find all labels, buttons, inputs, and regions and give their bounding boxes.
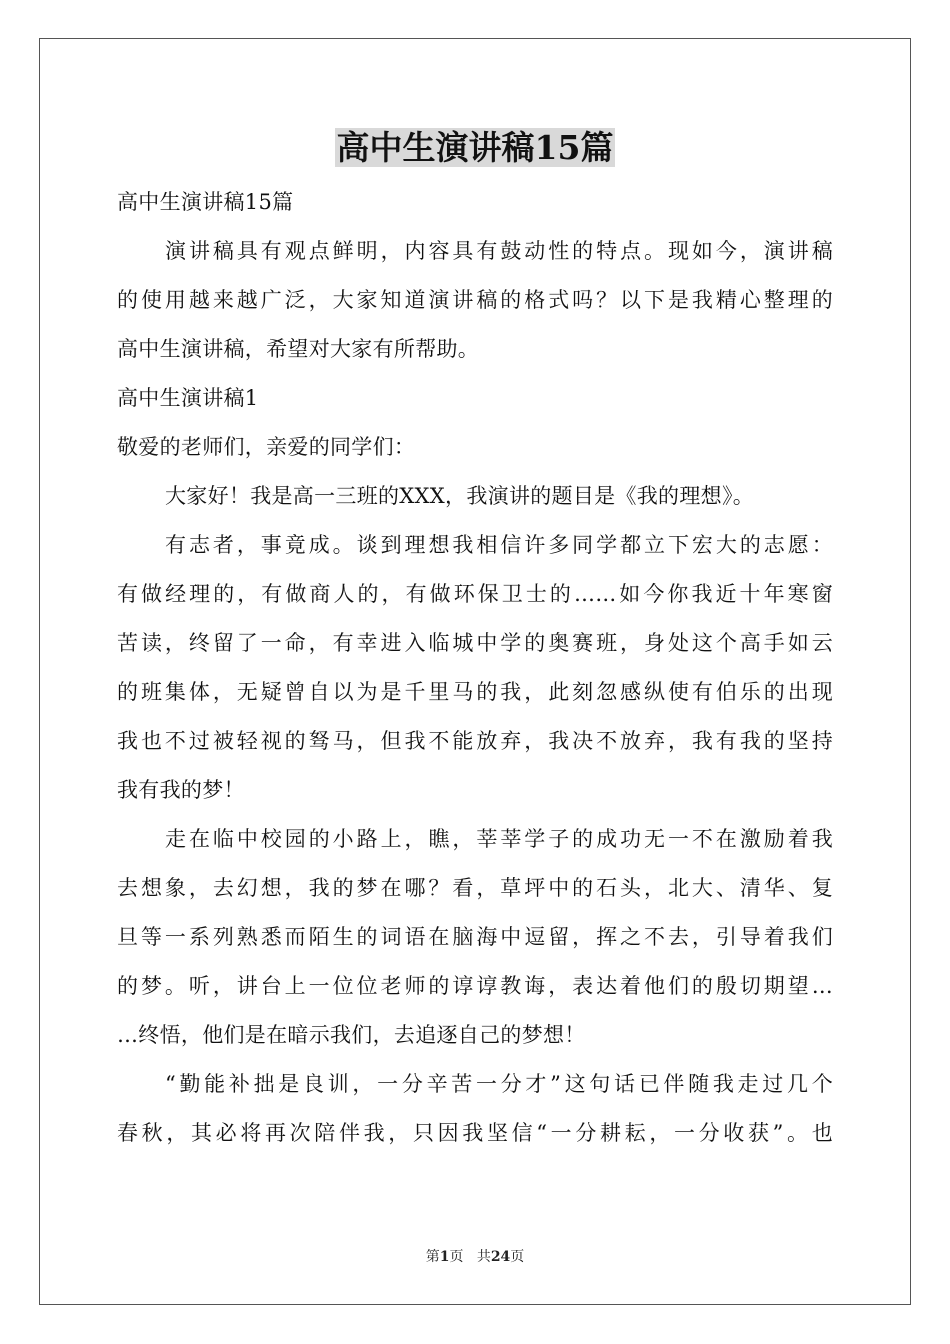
paragraph-line: 大家好！我是高一三班的XXX，我演讲的题目是《我的理想》。 [165, 484, 755, 508]
paragraph-line: 我有我的梦！ [117, 778, 245, 802]
salutation-line: 敬爱的老师们，亲爱的同学们： [117, 435, 416, 459]
page-footer [0, 1246, 950, 1266]
paragraph-line: 有做经理的，有做商人的，有做环保卫士的……如今你我近十年寒窗 [117, 582, 833, 606]
total-suffix: 页 [510, 1249, 525, 1265]
section-heading: 高中生演讲稿1 [117, 386, 259, 410]
subtitle-line: 高中生演讲稿15篇 [117, 190, 294, 214]
paragraph-line: 苦读，终留了一命，有幸进入临城中学的奥赛班，身处这个高手如云 [117, 631, 833, 655]
page-prefix: 第 [425, 1249, 440, 1265]
paragraph-line: 去想象，去幻想，我的梦在哪？看，草坪中的石头，北大、清华、复 [117, 876, 833, 900]
document-body [117, 178, 833, 1158]
paragraph-line: 的班集体，无疑曾自以为是千里马的我，此刻忽感纵使有伯乐的出现 [117, 680, 833, 704]
paragraph-line: 演讲稿具有观点鲜明，内容具有鼓动性的特点。现如今，演讲稿 [165, 239, 833, 263]
total-pages: 24 [490, 1249, 511, 1265]
page-suffix: 页 [449, 1249, 464, 1265]
paragraph-line: “勤能补拙是良训，一分辛苦一分才”这句话已伴随我走过几个 [165, 1072, 833, 1096]
document-title-text: 高中生演讲稿15篇 [336, 128, 614, 167]
paragraph-line: 走在临中校园的小路上，瞧，莘莘学子的成功无一不在激励着我 [165, 827, 833, 851]
paragraph-line: 我也不过被轻视的驽马，但我不能放弃，我决不放弃，我有我的坚持 [117, 729, 833, 753]
paragraph-line: 有志者，事竟成。谈到理想我相信许多同学都立下宏大的志愿： [165, 533, 833, 557]
document-title [0, 126, 950, 170]
paragraph-line: 的使用越来越广泛，大家知道演讲稿的格式吗？以下是我精心整理的 [117, 288, 833, 312]
page-number: 1 [439, 1249, 450, 1265]
paragraph-line: …终悟，他们是在暗示我们，去追逐自己的梦想！ [117, 1023, 586, 1047]
paragraph-line: 春秋，其必将再次陪伴我，只因我坚信“一分耕耘，一分收获”。也 [117, 1121, 833, 1145]
total-prefix: 共 [476, 1249, 491, 1265]
paragraph-line: 的梦。听，讲台上一位位老师的谆谆教诲，表达着他们的殷切期望… [117, 974, 833, 998]
paragraph-line: 旦等一系列熟悉而陌生的词语在脑海中逗留，挥之不去，引导着我们 [117, 925, 833, 949]
paragraph-line: 高中生演讲稿，希望对大家有所帮助。 [117, 337, 480, 361]
